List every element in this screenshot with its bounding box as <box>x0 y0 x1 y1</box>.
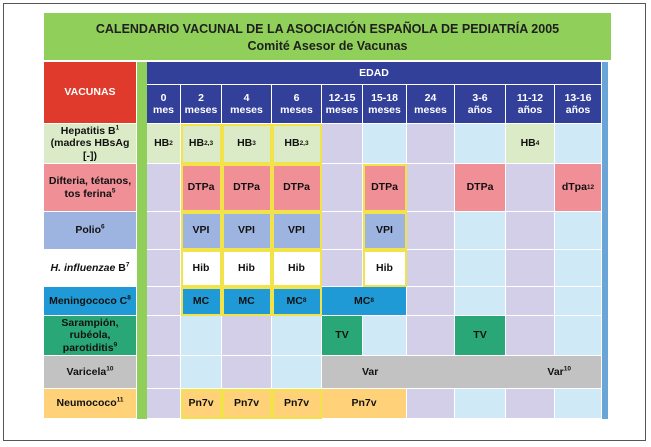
age-header-7 <box>455 85 506 124</box>
dose-cell <box>181 250 222 287</box>
dose-text: DTPa <box>371 181 398 194</box>
dose-cell <box>181 389 222 419</box>
dose-text: Pn7v <box>188 397 214 410</box>
age-unit: años <box>467 104 493 116</box>
dose-text: MC <box>286 294 303 307</box>
vaccine-name-1 <box>44 164 137 212</box>
vacunas-header <box>44 62 137 124</box>
dose-text: Pn7v <box>233 397 260 410</box>
age-header-3 <box>272 85 322 124</box>
vaccine-name-label <box>61 125 119 137</box>
vacunas-header-label: VACUNAS <box>64 86 116 99</box>
dose-text: VPI <box>376 224 393 237</box>
vaccine-footnote: 7 <box>125 261 130 269</box>
vaccine-name-text: Varicela <box>66 365 107 378</box>
age-number: 0 <box>160 91 167 104</box>
age-header-4 <box>322 85 363 124</box>
empty-cell <box>322 250 363 287</box>
empty-cell <box>455 212 506 250</box>
dose-cell: HB 2 <box>147 124 181 164</box>
empty-cell <box>555 316 602 356</box>
empty-cell <box>147 287 181 316</box>
dose-text: TV <box>335 329 349 342</box>
vaccine-name-text: Sarampión, rubéola, parotiditis <box>61 317 119 354</box>
empty-cell <box>147 250 181 287</box>
title-line-1: CALENDARIO VACUNAL DE LA ASOCIACIÓN ESPAÑOLA DE PEDIATRÍA 2005 <box>95 22 560 36</box>
empty-cell <box>147 164 181 212</box>
vaccine-name-0 <box>44 124 137 164</box>
dose-cell <box>322 316 363 356</box>
age-unit: mes <box>152 104 174 116</box>
vaccine-name-text-sup: 6 <box>101 223 105 231</box>
dose-label-2 <box>547 366 571 378</box>
age-number: 11-12 <box>516 91 544 104</box>
dose-text: DTPa <box>187 181 215 194</box>
empty-cell <box>147 356 181 389</box>
dose-cell <box>222 389 272 419</box>
dose-text: MC <box>192 294 210 307</box>
empty-cell <box>555 389 602 419</box>
empty-cell <box>181 316 222 356</box>
age-header-0 <box>147 85 181 124</box>
empty-cell <box>555 250 602 287</box>
dose-cell <box>222 212 272 250</box>
dose-text: Pn7v <box>351 397 377 410</box>
dose-cell <box>272 389 322 419</box>
edad-header <box>147 62 602 85</box>
empty-cell <box>407 164 455 212</box>
dose-cell <box>181 164 222 212</box>
vaccine-name-text: Polio <box>75 224 102 237</box>
empty-cell <box>555 124 602 164</box>
dose-text: Hib <box>192 261 210 274</box>
vaccine-name-7 <box>44 389 137 419</box>
empty-cell <box>555 212 602 250</box>
dose-cell: HB 2,3 <box>272 124 322 164</box>
dose-cell: HB 4 <box>506 124 555 164</box>
dose-cell <box>363 164 407 212</box>
vaccine-name-label <box>48 175 132 199</box>
dose-cell: HB 3 <box>222 124 272 164</box>
empty-cell <box>181 356 222 389</box>
empty-cell <box>222 316 272 356</box>
vaccine-name-extra: (madres HBsAg [-]) <box>50 137 130 162</box>
empty-cell <box>322 164 363 212</box>
empty-cell <box>455 389 506 419</box>
vaccine-name-label <box>75 224 104 236</box>
empty-cell <box>506 164 555 212</box>
age-number: 2 <box>198 91 204 104</box>
dose-text: Hib <box>238 261 255 274</box>
vaccine-name-text: Difteria, tétanos, tos ferina <box>48 175 132 200</box>
vaccine-name-italic: H. influenzae <box>50 261 116 274</box>
vaccine-name-label <box>48 317 132 353</box>
empty-cell <box>363 316 407 356</box>
empty-cell <box>322 124 363 164</box>
empty-cell <box>455 287 506 316</box>
dose-cell <box>363 212 407 250</box>
dose-cell <box>455 164 506 212</box>
dose-text: DTPa <box>283 181 310 194</box>
dose-text: DTPa <box>466 181 494 194</box>
vaccine-name-text-sup: 9 <box>113 341 118 349</box>
vaccine-name-text: Hepatitis B <box>60 125 116 138</box>
empty-cell <box>407 389 455 419</box>
age-number: 6 <box>293 91 300 104</box>
dose-text: HB <box>188 137 205 150</box>
dose-cell <box>222 164 272 212</box>
age-unit: años <box>517 104 543 116</box>
dose-label <box>362 366 378 378</box>
green-separator <box>137 62 147 419</box>
age-number: 13-16 <box>564 91 592 104</box>
dose-cell <box>181 287 222 316</box>
dose-text: HB <box>154 137 170 150</box>
age-number: 15-18 <box>371 91 398 104</box>
empty-cell <box>147 389 181 419</box>
dose-text: HB <box>237 137 253 150</box>
dose-cell <box>455 316 506 356</box>
empty-cell <box>506 389 555 419</box>
age-unit: meses <box>184 104 218 116</box>
dose-text: VPI <box>288 224 305 237</box>
dose-cell: MC 8 <box>272 287 322 316</box>
age-unit: meses <box>280 104 313 116</box>
dose-text: VPI <box>238 224 255 237</box>
dose-cell: HB 2,3 <box>181 124 222 164</box>
dose-text: TV <box>473 329 487 342</box>
vaccine-name-5 <box>44 316 137 356</box>
dose-text: HB <box>284 137 300 150</box>
dose-cell <box>272 164 322 212</box>
age-number: 24 <box>424 91 437 104</box>
empty-cell <box>455 250 506 287</box>
vaccine-name-text-sup: 8 <box>127 294 131 302</box>
dose-text: DTPa <box>233 181 260 194</box>
dose-text: MC <box>354 294 371 307</box>
vaccine-name-text-sup: 11 <box>116 396 124 404</box>
dose-cell <box>272 212 322 250</box>
empty-cell <box>407 250 455 287</box>
edad-header-label: EDAD <box>359 66 389 79</box>
title-line-2: Comité Asesor de Vacunas <box>247 39 408 53</box>
vaccine-name-text: Meningococo C <box>49 294 128 307</box>
dose-text: HB <box>520 137 536 150</box>
dose-cell <box>322 389 407 419</box>
age-number: 12-15 <box>328 91 356 104</box>
vaccine-name-text-sup: 5 <box>111 187 116 194</box>
empty-cell <box>506 212 555 250</box>
age-header-8 <box>506 85 555 124</box>
empty-cell <box>272 356 322 389</box>
vaccine-name-3 <box>44 250 137 287</box>
dose-cell <box>272 250 322 287</box>
age-unit: meses <box>230 104 263 116</box>
dose-cell <box>363 250 407 287</box>
age-unit: meses <box>414 104 447 116</box>
vaccine-name-6 <box>44 356 137 389</box>
empty-cell <box>506 250 555 287</box>
dose-text-2-sup: 10 <box>563 365 571 373</box>
dose-cell: dTpa 12 <box>555 164 602 212</box>
dose-text: Pn7v <box>283 397 310 410</box>
age-unit: meses <box>325 104 359 116</box>
empty-cell <box>363 124 407 164</box>
empty-cell <box>407 212 455 250</box>
dose-text: dTpa <box>561 181 587 194</box>
age-header-1 <box>181 85 222 124</box>
empty-cell <box>506 287 555 316</box>
age-unit: años <box>565 104 591 116</box>
vaccine-name-text-sup: 10 <box>106 365 114 373</box>
dose-text: MC <box>238 294 255 307</box>
dose-text: Hib <box>288 261 305 274</box>
vaccine-name-4 <box>44 287 137 316</box>
dose-cell <box>181 212 222 250</box>
dose-cell <box>222 287 272 316</box>
vaccine-name-suffix: B <box>115 261 126 274</box>
vaccine-name-text: Neumococo <box>56 397 117 410</box>
empty-cell <box>455 124 506 164</box>
dose-text: VPI <box>192 224 210 237</box>
vaccine-name-label <box>67 366 114 378</box>
age-unit: meses <box>368 104 401 116</box>
vaccine-name-text-sup: 1 <box>115 124 120 132</box>
vaccine-name-label <box>51 262 130 274</box>
age-header-5 <box>363 85 407 124</box>
empty-cell <box>555 287 602 316</box>
age-number: 4 <box>243 91 250 104</box>
vaccine-name-label <box>49 295 131 307</box>
empty-cell <box>272 316 322 356</box>
dose-cell <box>322 356 602 389</box>
empty-cell <box>147 316 181 356</box>
vaccine-name-label <box>57 397 124 409</box>
empty-cell <box>506 316 555 356</box>
empty-cell <box>407 124 455 164</box>
dose-text-2: Var <box>547 365 564 378</box>
age-header-6 <box>407 85 455 124</box>
page-title <box>44 13 611 60</box>
dose-text: Hib <box>376 261 393 274</box>
blue-edge-bar <box>602 62 608 419</box>
age-header-9 <box>555 85 602 124</box>
empty-cell <box>222 356 272 389</box>
vaccine-name-2 <box>44 212 137 250</box>
dose-text: Var <box>362 365 379 378</box>
dose-cell: MC 8 <box>322 287 407 316</box>
empty-cell <box>322 212 363 250</box>
empty-cell <box>147 212 181 250</box>
age-number: 3-6 <box>472 91 488 104</box>
empty-cell <box>407 316 455 356</box>
empty-cell <box>407 287 455 316</box>
age-header-2 <box>222 85 272 124</box>
dose-cell <box>222 250 272 287</box>
